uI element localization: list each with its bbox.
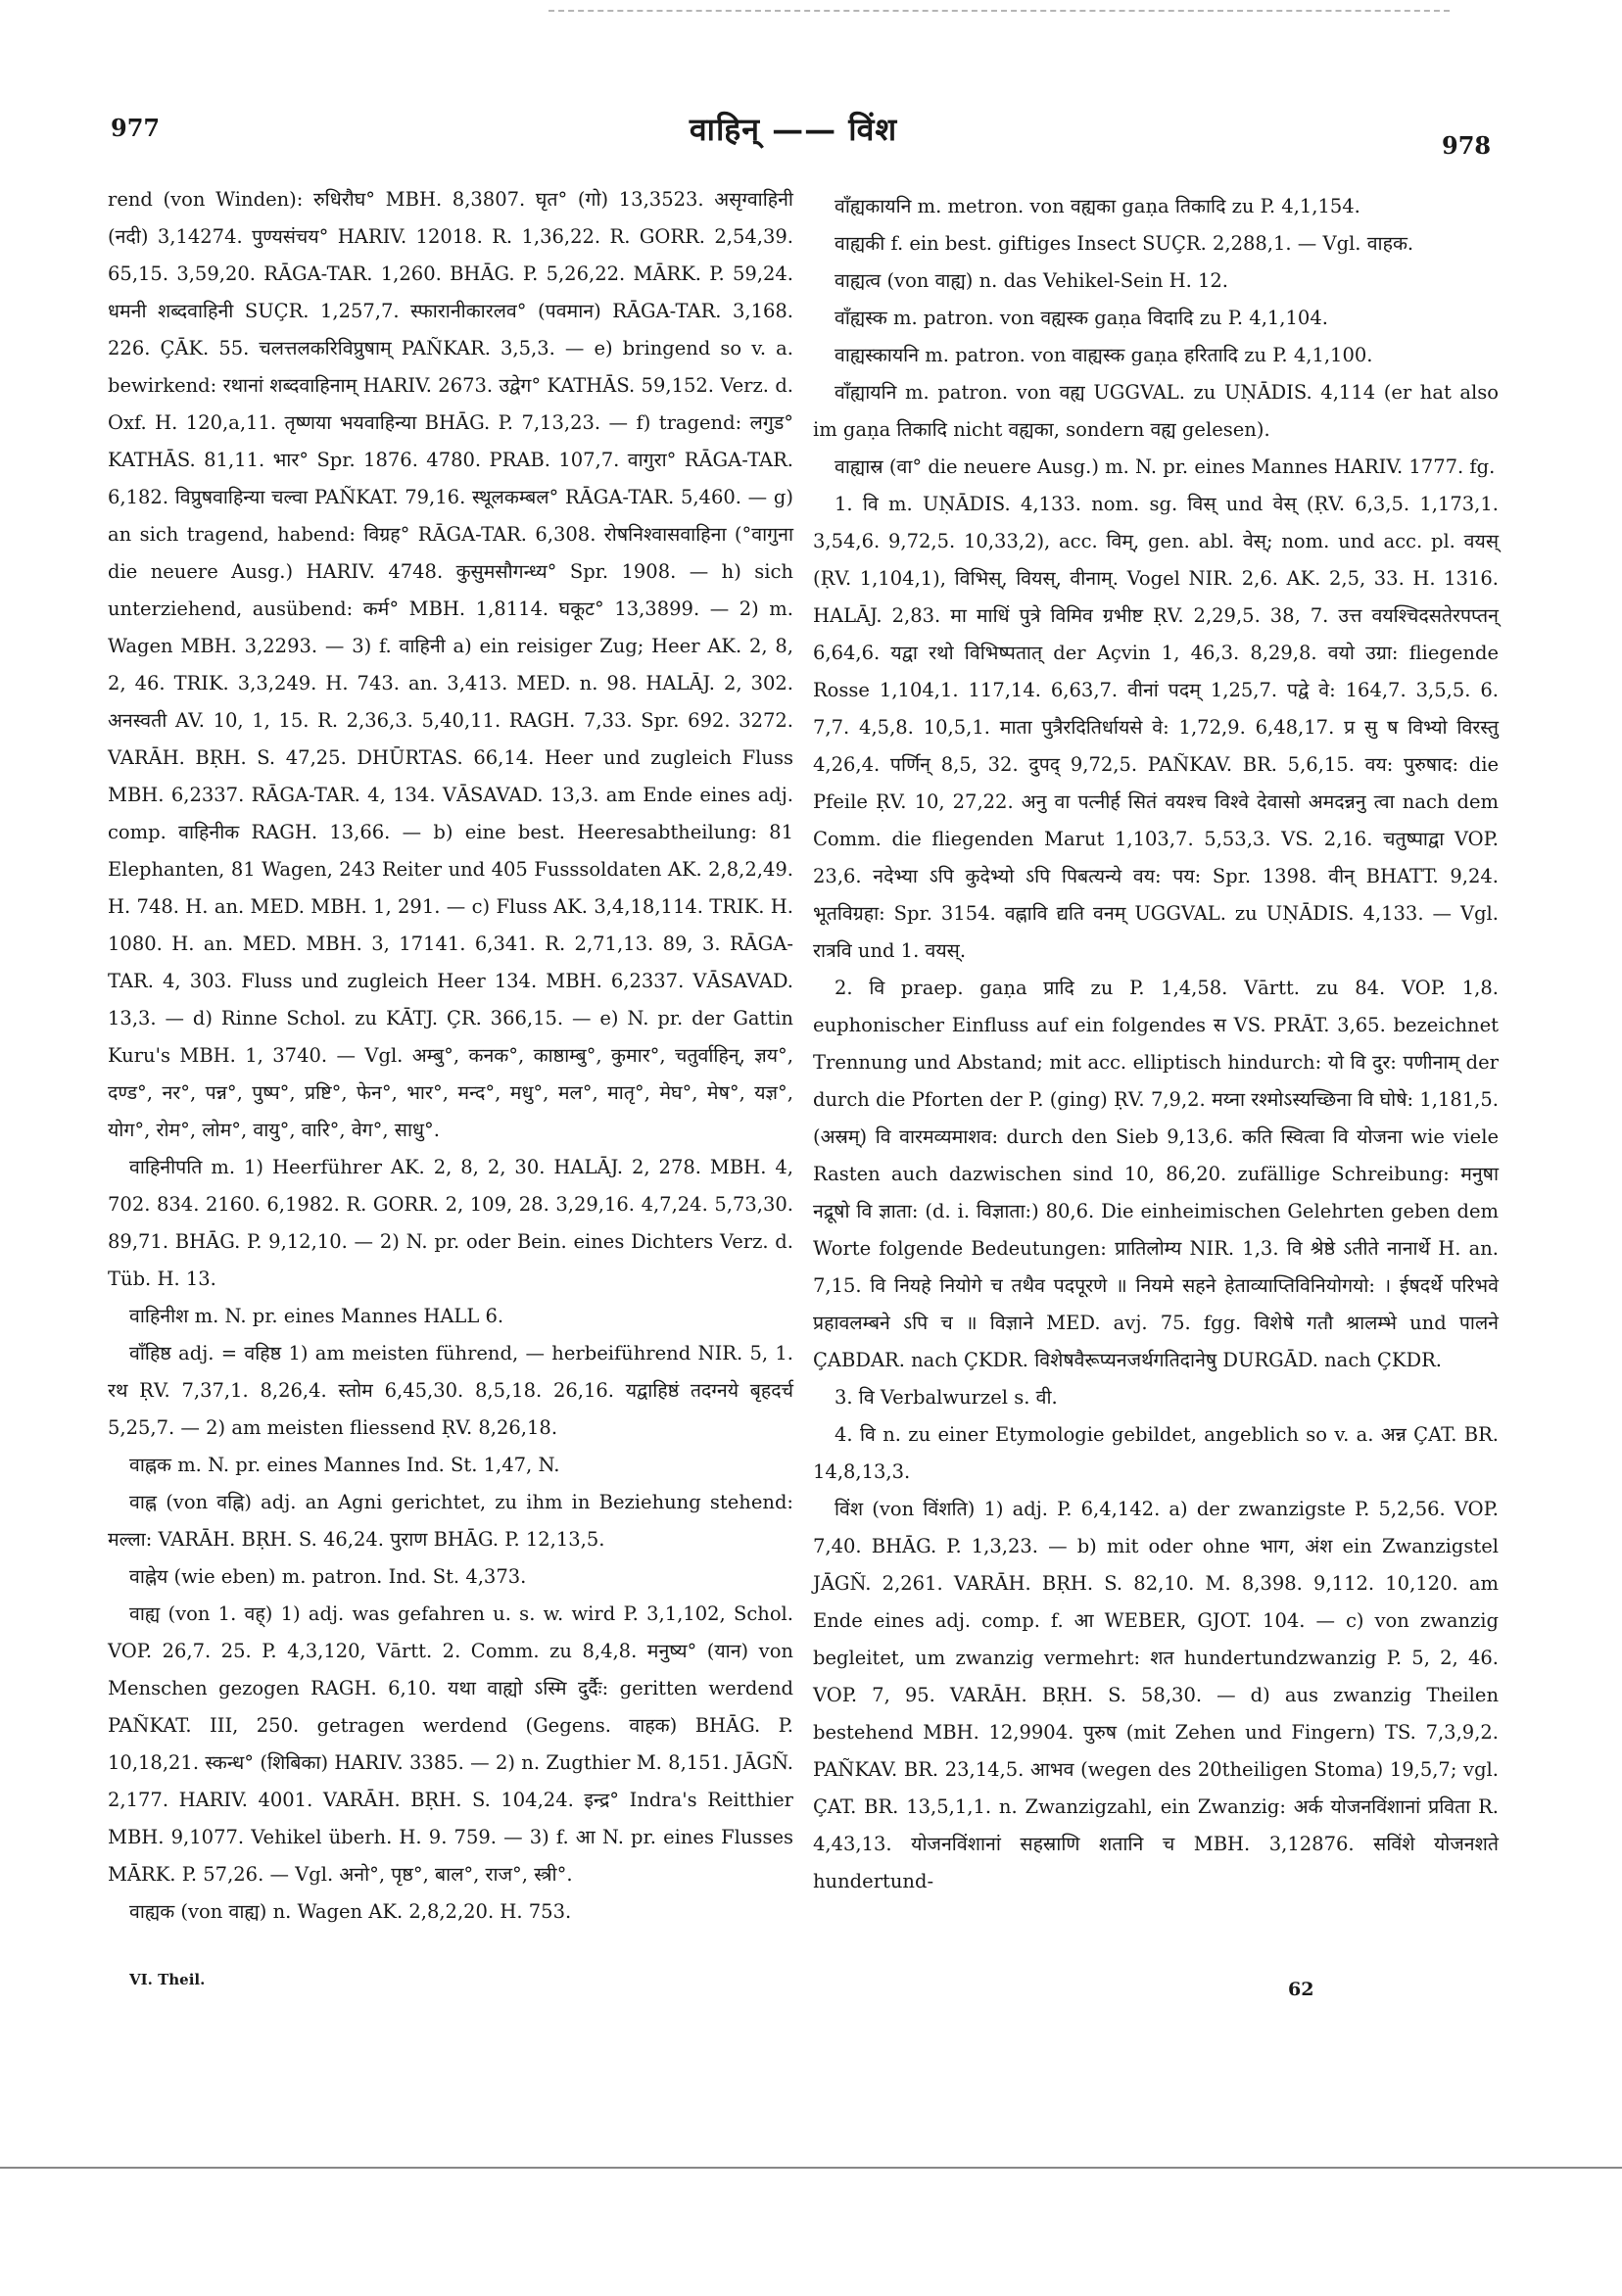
entry-vahin-continuation: rend (von Winden): रुधिरौघ° MBH. 8,3807. घृत° (गो) 13,3523. असृग्वाहिनी (नदी) 3,14274. पुण्यसंचय° HARIV. 12018. R. 1,36,22. R. GORR. 2,54,39. 65,15. 3,59,20. RĀGA-TAR. 1,260. BHĀG. P. 5,26,22. MĀRK. P. 59,24. धमनी शब्दवाहिनी SUÇR. 1,257,7. स्फारानीकारलव° (पवमान) RĀGA-TAR. 3,168. 226. ÇĀK. 55. चलत्तलकरिविप्रुषाम् PAÑKAR. 3,5,3. — e) bringend so v. a. bewirkend: रथानां शब्दवाहिनाम् HARIV. 2673. उद्वेग° KATHĀS. 59,152. Verz. d. Oxf. H. 120,a,11. तृष्णया भयवाहिन्या BHĀG. P. 7,13,23. — f) tragend: लगुड° KATHĀS. 81,11. भार° Spr. 1876. 4780. PRAB. 107,7. वागुरा° RĀGA-TAR. 6,182. विप्रुषवाहिन्या चल्वा PAÑKAT. 79,16. स्थूलकम्बल° RĀGA-TAR. 5,460. — g) an sich tragend, habend: विग्रह° RĀGA-TAR. 6,308. रोषनिश्वासवाहिना (°वागुना die neuere Ausg.) HARIV. 4748. कुसुमसौगन्ध्य° Spr. 1908. — h) sich unterziehend, ausübend: कर्म° MBH. 1,8114. घकूट° 13,3899. — 2) m. Wagen MBH. 3,2293. — 3) f. वाहिनी a) ein reisiger Zug; Heer AK. 2, 8, 2, 46. TRIK. 3,3,249. H. 743. an. 3,413. MED. n. 98. HALĀJ. 2, 302. अनस्वती AV. 10, 1, 15. R. 2,36,3. 5,40,11. RAGH. 7,33. Spr. 692. 3272. VARĀH. BṚH. S. 47,25. DHŪRTAS. 66,14. Heer und zugleich Fluss MBH. 6,2337. RĀGA-TAR. 4, 134. VĀSAVAD. 13,3. am Ende eines adj. comp. वाहिनीक RAGH. 13,66. — b) eine best. Heeresabtheilung: 81 Elephanten, 81 Wagen, 243 Reiter und 405 Fusssoldaten AK. 2,8,2,49. H. 748. H. an. MED. MBH. 1, 291. — c) Fluss AK. 3,4,18,114. TRIK. H. 1080. H. an. MED. MBH. 3, 17141. 6,341. R. 2,71,13. 89, 3. RĀGA-TAR. 4, 303. Fluss und zugleich Heer 134. MBH. 6,2337. VĀSAVAD. 13,3. — d) Rinne Schol. zu KĀTJ. ÇR. 366,15. — e) N. pr. der Gattin Kuru's MBH. 1, 3740. — Vgl. अम्बु°, कनक°, काष्ठाम्बु°, कुमार°, चतुर्वाहिन्, ज्ञय°, दण्ड°, नर°, पन्न°, पुष्प°, प्रष्टि°, फेन°, भार°, मन्द°, मधु°, मल°, मातृ°, मेघ°, मेष°, यज्ञ°, योग°, रोम°, लोम°, वायु°, वारि°, वेग°, साधु°. bbox=[108, 188, 793, 1141]
volume-note: VI. Theil. bbox=[129, 1971, 206, 1988]
entry-vahinipati: वाहिनीपति m. 1) Heerführer AK. 2, 8, 2, 30. HALĀJ. 2, 278. MBH. 4, 702. 834. 2160. 6,1982. R. GORR. 2, 109, 28. 3,29,16. 4,7,24. 5,73,30. 89,71. BHĀG. P. 9,12,10. — 2) N. pr. oder Bein. eines Dichters Verz. d. Tüb. H. 13. bbox=[108, 1156, 793, 1290]
entry-vahna: वाह्न (von वह्नि) adj. an Agni gerichtet, zu ihm in Beziehung stehend: मल्ला: VARĀH. BṚH. S. 46,24. पुराण BHĀG. P. 12,13,5. bbox=[108, 1491, 793, 1551]
entry-vahyakayani: वाँह्यकायनि m. metron. von वह्यका gaṇa तिकादि zu P. 4,1,154. bbox=[835, 195, 1360, 217]
entry-vi-4: 4. वि n. zu einer Etymologie gebildet, angeblich so v. a. अन्न ÇAT. BR. 14,8,13,3. bbox=[813, 1423, 1499, 1483]
entry-vahnaka: वाह्नक m. N. pr. eines Mannes Ind. St. 1,47, N. bbox=[129, 1454, 560, 1476]
entry-vi-3: 3. वि Verbalwurzel s. वी. bbox=[835, 1386, 1058, 1409]
bottom-scan-rule bbox=[0, 2167, 1622, 2169]
entry-vahyaska: वाँह्यस्क m. patron. von वह्यस्क gaṇa विदादि zu P. 4,1,104. bbox=[835, 307, 1328, 329]
entry-vahyayani: वाँह्यायनि m. patron. von वह्य UGGVAL. zu UṆĀDIS. 4,114 (er hat also im gaṇa तिकादि nicht वह्यका, sondern वह्य gelesen). bbox=[813, 381, 1499, 441]
entry-vahyaka: वाह्यक (von वाह्य) n. Wagen AK. 2,8,2,20. H. 753. bbox=[129, 1900, 572, 1923]
entry-vahyatva: वाह्यत्व (von वाह्य) n. das Vehikel-Sein H. 12. bbox=[835, 269, 1228, 292]
running-head: वाहिन् —— विंश bbox=[689, 111, 898, 148]
page-number-right: 978 bbox=[1442, 131, 1492, 160]
entry-vahya: वाह्य (von 1. वह्) 1) adj. was gefahren u. s. w. wird P. 3,1,102, Schol. VOP. 26,7. 25. P. 4,3,120, Vārtt. 2. Comm. zu 8,4,8. मनुष्य° (यान) von Menschen gezogen RAGH. 6,10. यथा वाह्यो ऽस्मि दुर्दैः: geritten werdend PAÑKAT. III, 250. getragen werdend (Gegens. वाहक) BHĀG. P. 10,18,21. स्कन्ध° (शिबिका) HARIV. 3385. — 2) n. Zugthier M. 8,151. JĀGÑ. 2,177. HARIV. 4001. VARĀH. BṚH. S. 104,24. इन्द्र° Indra's Reitthier MBH. 9,1077. Vehikel überh. H. 9. 759. — 3) f. आ N. pr. eines Flusses MĀRK. P. 57,26. — Vgl. अनो°, पृष्ठ°, बाल°, राज°, स्त्री°. bbox=[108, 1602, 793, 1886]
entry-vahyaki: वाह्यकी f. ein best. giftiges Insect SUÇR. 2,288,1. — Vgl. वाहक. bbox=[835, 232, 1414, 255]
entry-vahinisha: वाहिनीश m. N. pr. eines Mannes HALL 6. bbox=[129, 1305, 504, 1327]
right-column bbox=[813, 188, 1499, 1900]
sheet-number: 62 bbox=[1288, 1979, 1314, 2000]
page-number-left: 977 bbox=[111, 114, 161, 142]
entry-vahneya: वाह्नेय (wie eben) m. patron. Ind. St. 4,373. bbox=[129, 1565, 527, 1588]
entry-vahishtha: वाँहिष्ठ adj. = वहिष्ठ 1) am meisten führend, — herbeiführend NIR. 5, 1. रथ ṚV. 7,37,1. 8,26,4. स्तोम 6,45,30. 8,5,18. 26,16. यद्वाहिष्ठं तदग्नये बृहदर्च 5,25,7. — 2) am meisten fliessend ṚV. 8,26,18. bbox=[108, 1342, 793, 1439]
entry-vahyaskayani: वाह्यस्कायनि m. patron. von वाह्यस्क gaṇa हरितादि zu P. 4,1,100. bbox=[835, 344, 1373, 366]
left-column bbox=[108, 181, 793, 1931]
entry-vimsha: विंश (von विंशति) 1) adj. P. 6,4,142. a) der zwanzigste P. 5,2,56. VOP. 7,40. BHĀG. P. 1,3,23. — b) mit oder ohne भाग, अंश ein Zwanzigstel JĀGÑ. 2,261. VARĀH. BṚH. S. 82,10. M. 8,398. 9,112. 10,120. am Ende eines adj. comp. f. आ WEBER, GJOT. 104. — c) von zwanzig begleitet, um zwanzig vermehrt: शत hundertundzwanzig P. 5, 2, 46. VOP. 7, 95. VARĀH. BṚH. S. 58,30. — d) aus zwanzig Theilen bestehend MBH. 12,9904. पुरुष (mit Zehen und Fingern) TS. 7,3,9,2. PAÑKAV. BR. 23,14,5. आभव (wegen des 20theiligen Stoma) 19,5,7; vgl. ÇAT. BR. 13,5,1,1. n. Zwanzigzahl, ein Zwanzig: अर्क योजनविंशानां प्रविता R. 4,43,13. योजनविंशानां सहस्राणि शतानि च MBH. 3,12876. सविंशे योजनशते hundertund- bbox=[813, 1498, 1499, 1892]
entry-vahyasra: वाह्यास्र (वा° die neuere Ausg.) m. N. pr. eines Mannes HARIV. 1777. fg. bbox=[835, 455, 1496, 478]
entry-vi-1: 1. वि m. UṆĀDIS. 4,133. nom. sg. विस् und वेस् (ṚV. 6,3,5. 1,173,1. 3,54,6. 9,72,5. 10,33,2), acc. विम्, gen. abl. वेस्; nom. und acc. pl. वयस् (ṚV. 1,104,1), विभिस्, वियस्, वीनाम्. Vogel NIR. 2,6. AK. 2,5, 33. H. 1316. HALĀJ. 2,83. मा माधिं पुत्रे विमिव ग्रभीष्ट ṚV. 2,29,5. 38, 7. उत्त वयश्चिदसतेरपप्तन् 6,64,6. यद्वा रथो विभिष्पतात् der Açvin 1, 46,3. 8,29,8. वयो उग्रा: fliegende Rosse 1,104,1. 117,14. 6,63,7. वीनां पदम् 1,25,7. पद्वे वे: 164,7. 3,5,5. 6. 7,7. 4,5,8. 10,5,1. माता पुत्रैरदितिर्धायसे वे: 1,72,9. 6,48,17. प्र सु ष विभ्यो विरस्तु 4,26,4. पर्णिन् 8,5, 32. दुपद् 9,72,5. PAÑKAV. BR. 5,6,15. वय: पुरुषाद: die Pfeile ṚV. 10, 27,22. अनु वा पत्नीर्ह सितं वयश्च विश्वे देवासो अमदन्ननु त्वा nach dem Comm. die fliegenden Marut 1,103,7. 5,53,3. VS. 2,16. चतुष्पाद्वा VOP. 23,6. नदेभ्या ऽपि कुदेभ्यो ऽपि पिबत्यन्ये वय: पय: Spr. 1398. वीन् BHATT. 9,24. भूतविग्रहा: Spr. 3154. वह्नावि द्यति वनम् UGGVAL. zu UṆĀDIS. 4,133. — Vgl. रात्रवि und 1. वयस्. bbox=[813, 493, 1500, 962]
top-scan-rule bbox=[549, 10, 1450, 12]
entry-vi-2: 2. वि praep. gaṇa प्रादि zu P. 1,4,58. Vārtt. zu 84. VOP. 1,8. euphonischer Einfluss auf ein folgendes स VS. PRĀT. 3,65. bezeichnet Trennung und Abstand; mit acc. elliptisch hindurch: यो वि दुर: पणीनाम् der durch die Pforten der P. (ging) ṚV. 7,9,2. मय्ना रश्मोऽस्यच्छिना वि घोषे: 1,181,5. (अस्रम्) वि वारमव्यमाशव: durch den Sieb 9,13,6. कति स्वित्वा वि योजना wie viele Rasten auch dazwischen sind 10, 86,20. zufällige Schreibung: मनुषा नद्रूषो वि ज्ञाता: (d. i. विज्ञाता:) 80,6. Die einheimischen Gelehrten geben dem Worte folgende Bedeutungen: प्रातिलोम्य NIR. 1,3. वि श्रेष्ठे ऽतीते नानार्थे H. an. 7,15. वि नियहे नियोगे च तथैव पदपूरणे ॥ नियमे सहने हेताव्याप्तिविनियोगयो: । ईषदर्थे परिभवे प्रहावलम्बने ऽपि च ॥ विज्ञाने MED. avj. 75. fgg. विशेषे गतौ श्रालम्भे und पालने ÇABDAR. nach ÇKDR. विशेषवैरूप्यनजर्थगतिदानेषु DURGĀD. nach ÇKDR. bbox=[813, 977, 1499, 1371]
